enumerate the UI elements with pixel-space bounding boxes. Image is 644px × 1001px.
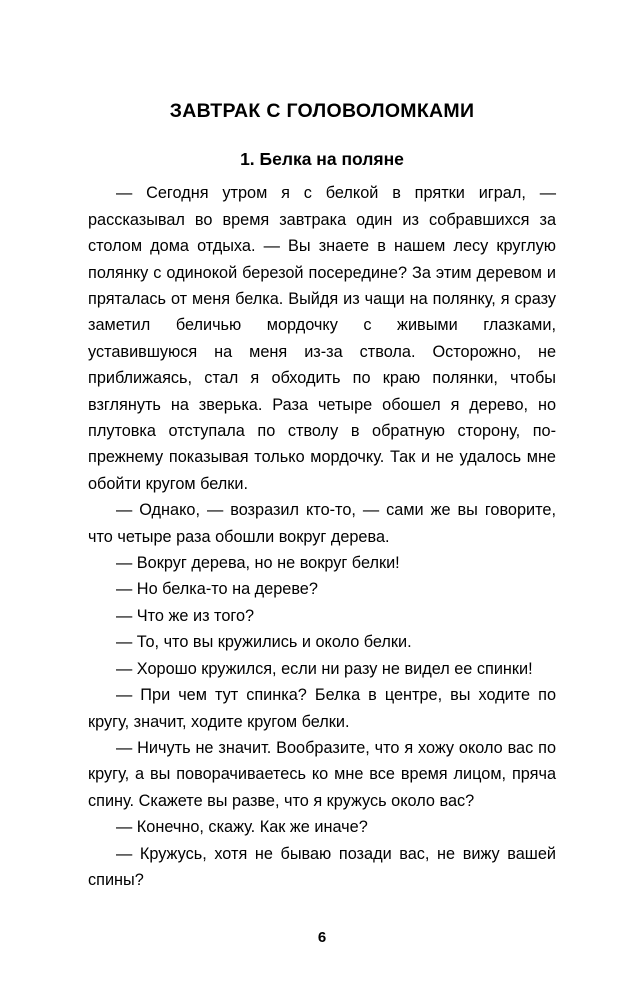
- page-number: 6: [317, 929, 327, 946]
- paragraph: — Однако, — возразил кто-то, — сами же вы говорите, что четыре раза обошли вокруг дерева.: [88, 501, 556, 546]
- paragraph: — Кружусь, хотя не бываю позади вас, не вижу вашей спины?: [88, 844, 556, 889]
- paragraph: — Вокруг дерева, но не вокруг белки!: [116, 554, 400, 573]
- section-title: 1. Белка на поляне: [240, 149, 404, 170]
- paragraph: — Но белка-то на дереве?: [116, 580, 318, 599]
- chapter-title: ЗАВТРАК С ГОЛОВОЛОМКАМИ: [169, 100, 475, 122]
- paragraph: — Сегодня утром я с белкой в прятки играл, — рассказывал во время завтрака один из собравшихся за столом дома отдыха. — Вы знаете в нашем лесу круглую полянку с одинокой березой посередине? За этим деревом и пряталась от меня белка. Выйдя из чащи на полянку, я сразу заметил беличью мордочку с живыми глазками, уставившуюся на меня из-за ствола. Осторожно, не приближаясь, стал я обходить по краю полянки, чтобы взглянуть на зверька. Раза четыре обошел я дерево, но плутовка отступала по стволу в обратную сторону, по-прежнему показывая только мордочку. Так и не удалось мне обойти кругом белки.: [88, 184, 556, 493]
- body-text: [88, 180, 556, 893]
- paragraph: — Конечно, скажу. Как же иначе?: [116, 818, 368, 837]
- paragraph: — Что же из того?: [116, 606, 255, 625]
- paragraph: — Ничуть не значит. Вообразите, что я хожу около вас по кругу, а вы поворачиваетесь ко мне все время лицом, пряча спину. Скажете вы разве, что я кружусь около вас?: [88, 738, 556, 810]
- paragraph: — Хорошо кружился, если ни разу не видел ее спинки!: [116, 659, 533, 678]
- paragraph: — При чем тут спинка? Белка в центре, вы ходите по кругу, значит, ходите кругом белки.: [88, 686, 556, 731]
- paragraph: — То, что вы кружились и около белки.: [116, 633, 412, 652]
